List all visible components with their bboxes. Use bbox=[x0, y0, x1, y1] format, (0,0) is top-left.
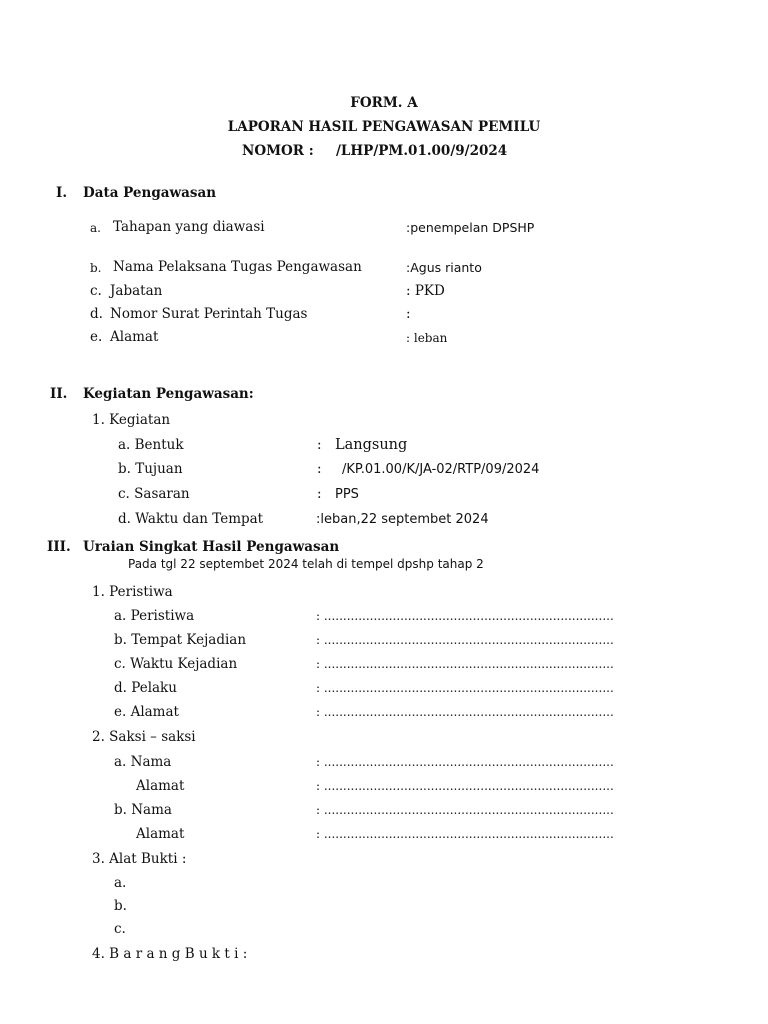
alat-bukti-item-c: c. bbox=[114, 921, 126, 937]
s1-item-e-value: : leban bbox=[406, 331, 448, 345]
s1-item-e-letter: e. bbox=[90, 329, 103, 345]
s2-sasaran-colon: : bbox=[317, 486, 322, 502]
s1-item-c-label: Jabatan bbox=[110, 283, 163, 299]
saksi-a-nama-label: a. Nama bbox=[114, 754, 172, 770]
s1-item-b-letter: b. bbox=[90, 261, 102, 275]
s2-bentuk-colon: : bbox=[317, 437, 322, 453]
s1-item-a-label: Tahapan yang diawasi bbox=[113, 219, 265, 235]
section3-title: Uraian Singkat Hasil Pengawasan bbox=[83, 539, 340, 555]
tempat-kejadian-value: : ............................................................................ bbox=[316, 633, 614, 647]
saksi-a-alamat-value: : ............................................................................ bbox=[316, 779, 614, 793]
saksi-a-alamat-label: Alamat bbox=[136, 778, 185, 794]
s2-bentuk-value: Langsung bbox=[335, 437, 408, 453]
waktu-kejadian-label: c. Waktu Kejadian bbox=[114, 656, 238, 672]
saksi-a-nama-value: : ............................................................................ bbox=[316, 755, 614, 769]
section2-number: II. bbox=[50, 386, 68, 402]
section1-title: Data Pengawasan bbox=[83, 185, 217, 201]
pelaku-value: : ............................................................................ bbox=[316, 681, 614, 695]
peristiwa-alamat-label: e. Alamat bbox=[114, 704, 179, 720]
saksi-b-alamat-label: Alamat bbox=[136, 826, 185, 842]
pelaku-label: d. Pelaku bbox=[114, 680, 177, 696]
peristiwa-item-label: a. Peristiwa bbox=[114, 608, 195, 624]
s2-bentuk-label: a. Bentuk bbox=[118, 437, 184, 453]
s2-waktu-value: :leban,22 septembet 2024 bbox=[316, 512, 489, 527]
s1-item-c-letter: c. bbox=[90, 283, 102, 299]
s1-item-a-value: :penempelan DPSHP bbox=[406, 220, 535, 235]
s1-item-d-value: : bbox=[406, 306, 411, 322]
section3-summary: Pada tgl 22 septembet 2024 telah di tempel dpshp tahap 2 bbox=[128, 557, 484, 571]
waktu-kejadian-value: : ............................................................................ bbox=[316, 657, 614, 671]
peristiwa-item-value: : ............................................................................ bbox=[316, 609, 614, 623]
nomor-value: /LHP/PM.01.00/9/2024 bbox=[336, 143, 508, 159]
saksi-b-nama-label: b. Nama bbox=[114, 802, 172, 818]
s2-tujuan-value: /KP.01.00/K/JA-02/RTP/09/2024 bbox=[342, 462, 540, 477]
nomor-label: NOMOR : bbox=[242, 143, 314, 159]
saksi-heading: 2. Saksi – saksi bbox=[92, 729, 196, 745]
s2-sasaran-label: c. Sasaran bbox=[118, 486, 190, 502]
s2-sasaran-value: PPS bbox=[335, 487, 359, 502]
alat-bukti-item-b: b. bbox=[114, 898, 127, 914]
s2-waktu-label: d. Waktu dan Tempat bbox=[118, 511, 264, 527]
s1-item-b-label: Nama Pelaksana Tugas Pengawasan bbox=[113, 259, 362, 275]
s2-tujuan-label: b. Tujuan bbox=[118, 461, 183, 477]
section1-number: I. bbox=[56, 185, 68, 201]
document-title: LAPORAN HASIL PENGAWASAN PEMILU bbox=[227, 119, 541, 135]
peristiwa-heading: 1. Peristiwa bbox=[92, 584, 173, 600]
alat-bukti-heading: 3. Alat Bukti : bbox=[92, 851, 187, 867]
s1-item-b-value: :Agus rianto bbox=[406, 260, 482, 275]
saksi-b-alamat-value: : ............................................................................ bbox=[316, 827, 614, 841]
saksi-b-nama-value: : ............................................................................ bbox=[316, 803, 614, 817]
s2-tujuan-colon: : bbox=[317, 461, 322, 477]
peristiwa-alamat-value: : ............................................................................ bbox=[316, 705, 614, 719]
alat-bukti-item-a: a. bbox=[114, 875, 127, 891]
barang-bukti-heading: 4. B a r a n g B u k t i : bbox=[92, 946, 248, 962]
section3-number: III. bbox=[47, 539, 71, 555]
s1-item-e-label: Alamat bbox=[110, 329, 159, 345]
s1-item-a-letter: a. bbox=[90, 221, 101, 235]
tempat-kejadian-label: b. Tempat Kejadian bbox=[114, 632, 247, 648]
s1-item-d-label: Nomor Surat Perintah Tugas bbox=[110, 306, 308, 322]
s1-item-d-letter: d. bbox=[90, 306, 103, 322]
form-label: FORM. A bbox=[350, 95, 418, 111]
s1-item-c-value: : PKD bbox=[406, 283, 445, 299]
section2-subheading: 1. Kegiatan bbox=[92, 412, 171, 428]
section2-title: Kegiatan Pengawasan: bbox=[83, 386, 254, 402]
